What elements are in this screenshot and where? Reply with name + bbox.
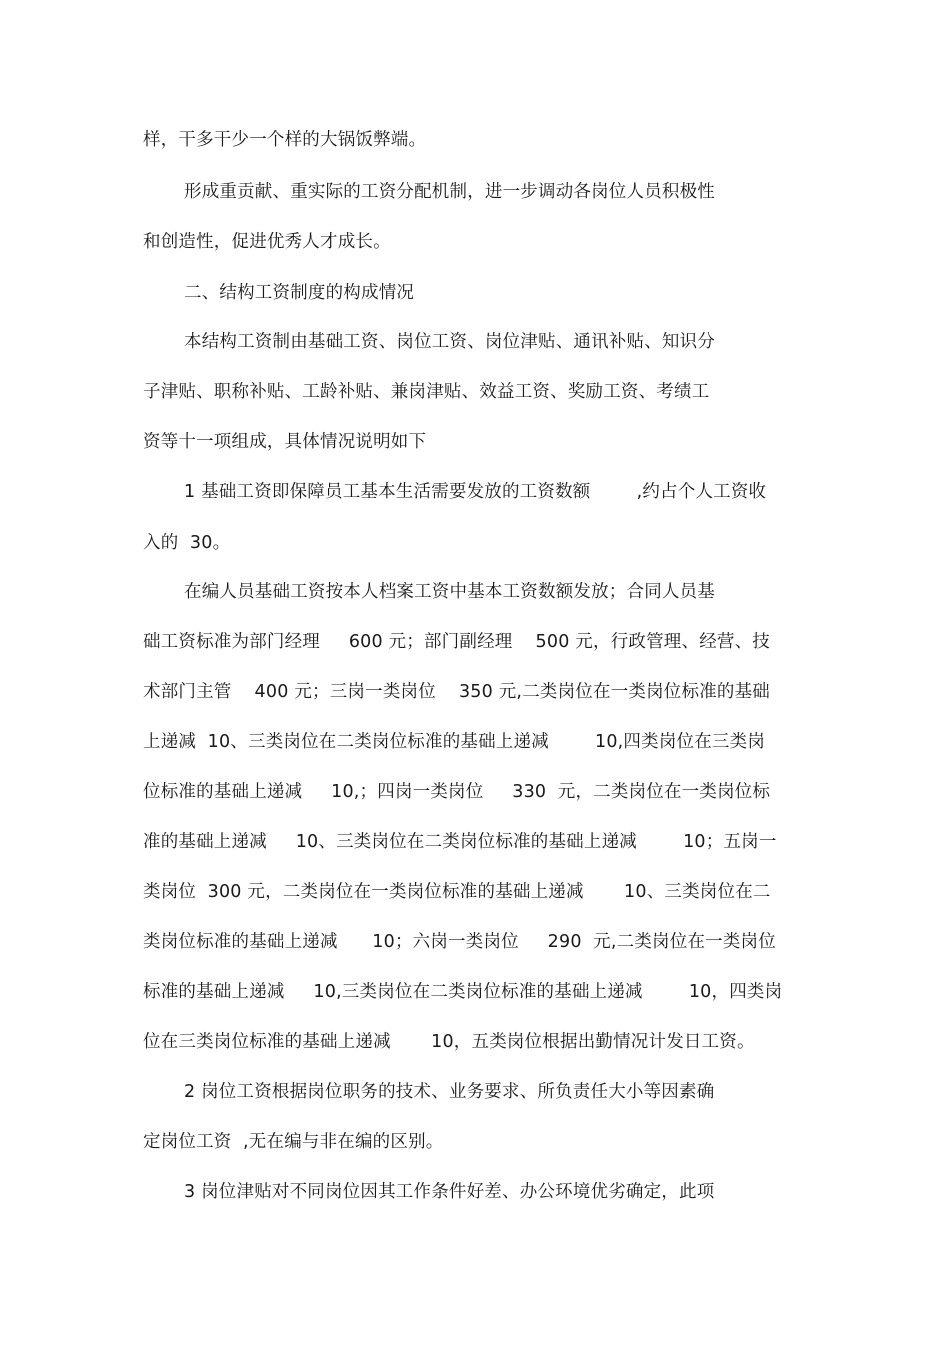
text-line: 和创造性，促进优秀人才成长。: [143, 232, 391, 252]
text-line: 类岗位 300 元，二类岗位在一类岗位标准的基础上递减 10、三类岗位在二: [143, 882, 771, 902]
text-line: 术部门主管 400 元；三岗一类岗位 350 元,二类岗位在一类岗位标准的基础: [143, 682, 770, 702]
text-line: 样，干多干少一个样的大锅饭弊端。: [143, 130, 427, 150]
paragraph-line: 形成重贡献、重实际的工资分配机制，进一步调动各岗位人员积极性: [184, 182, 715, 202]
paragraph-line: 1 基础工资即保障员工基本生活需要发放的工资数额 ,约占个人工资收: [184, 482, 767, 502]
text-line: 位在三类岗位标准的基础上递减 10，五类岗位根据出勤情况计发日工资。: [143, 1032, 755, 1052]
text-line: 准的基础上递减 10、三类岗位在二类岗位标准的基础上递减 10；五岗一: [143, 832, 777, 852]
text-line: 入的 30。: [143, 533, 231, 553]
paragraph-line: 3 岗位津贴对不同岗位因其工作条件好差、办公环境优劣确定，此项: [184, 1182, 715, 1202]
text-line: 定岗位工资 ,无在编与非在编的区别。: [143, 1132, 444, 1152]
paragraph-line: 在编人员基础工资按本人档案工资中基本工资数额发放；合同人员基: [184, 582, 715, 602]
text-line: 上递减 10、三类岗位在二类岗位标准的基础上递减 10,四类岗位在三类岗: [143, 732, 766, 752]
paragraph-line: 本结构工资制由基础工资、岗位工资、岗位津贴、通讯补贴、知识分: [184, 332, 715, 352]
text-line: 类岗位标准的基础上递减 10；六岗一类岗位 290 元,二类岗位在一类岗位: [143, 932, 776, 952]
section-heading: 二、结构工资制度的构成情况: [184, 283, 415, 303]
text-line: 子津贴、职称补贴、工龄补贴、兼岗津贴、效益工资、奖励工资、考绩工: [143, 382, 710, 402]
text-line: 位标准的基础上递减 10,；四岗一类岗位 330 元，二类岗位在一类岗位标: [143, 782, 771, 802]
text-line: 标准的基础上递减 10,三类岗位在二类岗位标准的基础上递减 10，四类岗: [143, 982, 783, 1002]
text-line: 资等十一项组成，具体情况说明如下: [143, 432, 427, 452]
paragraph-line: 2 岗位工资根据岗位职务的技术、业务要求、所负责任大小等因素确: [184, 1082, 715, 1102]
text-line: 础工资标准为部门经理 600 元；部门副经理 500 元，行政管理、经营、技: [143, 632, 770, 652]
